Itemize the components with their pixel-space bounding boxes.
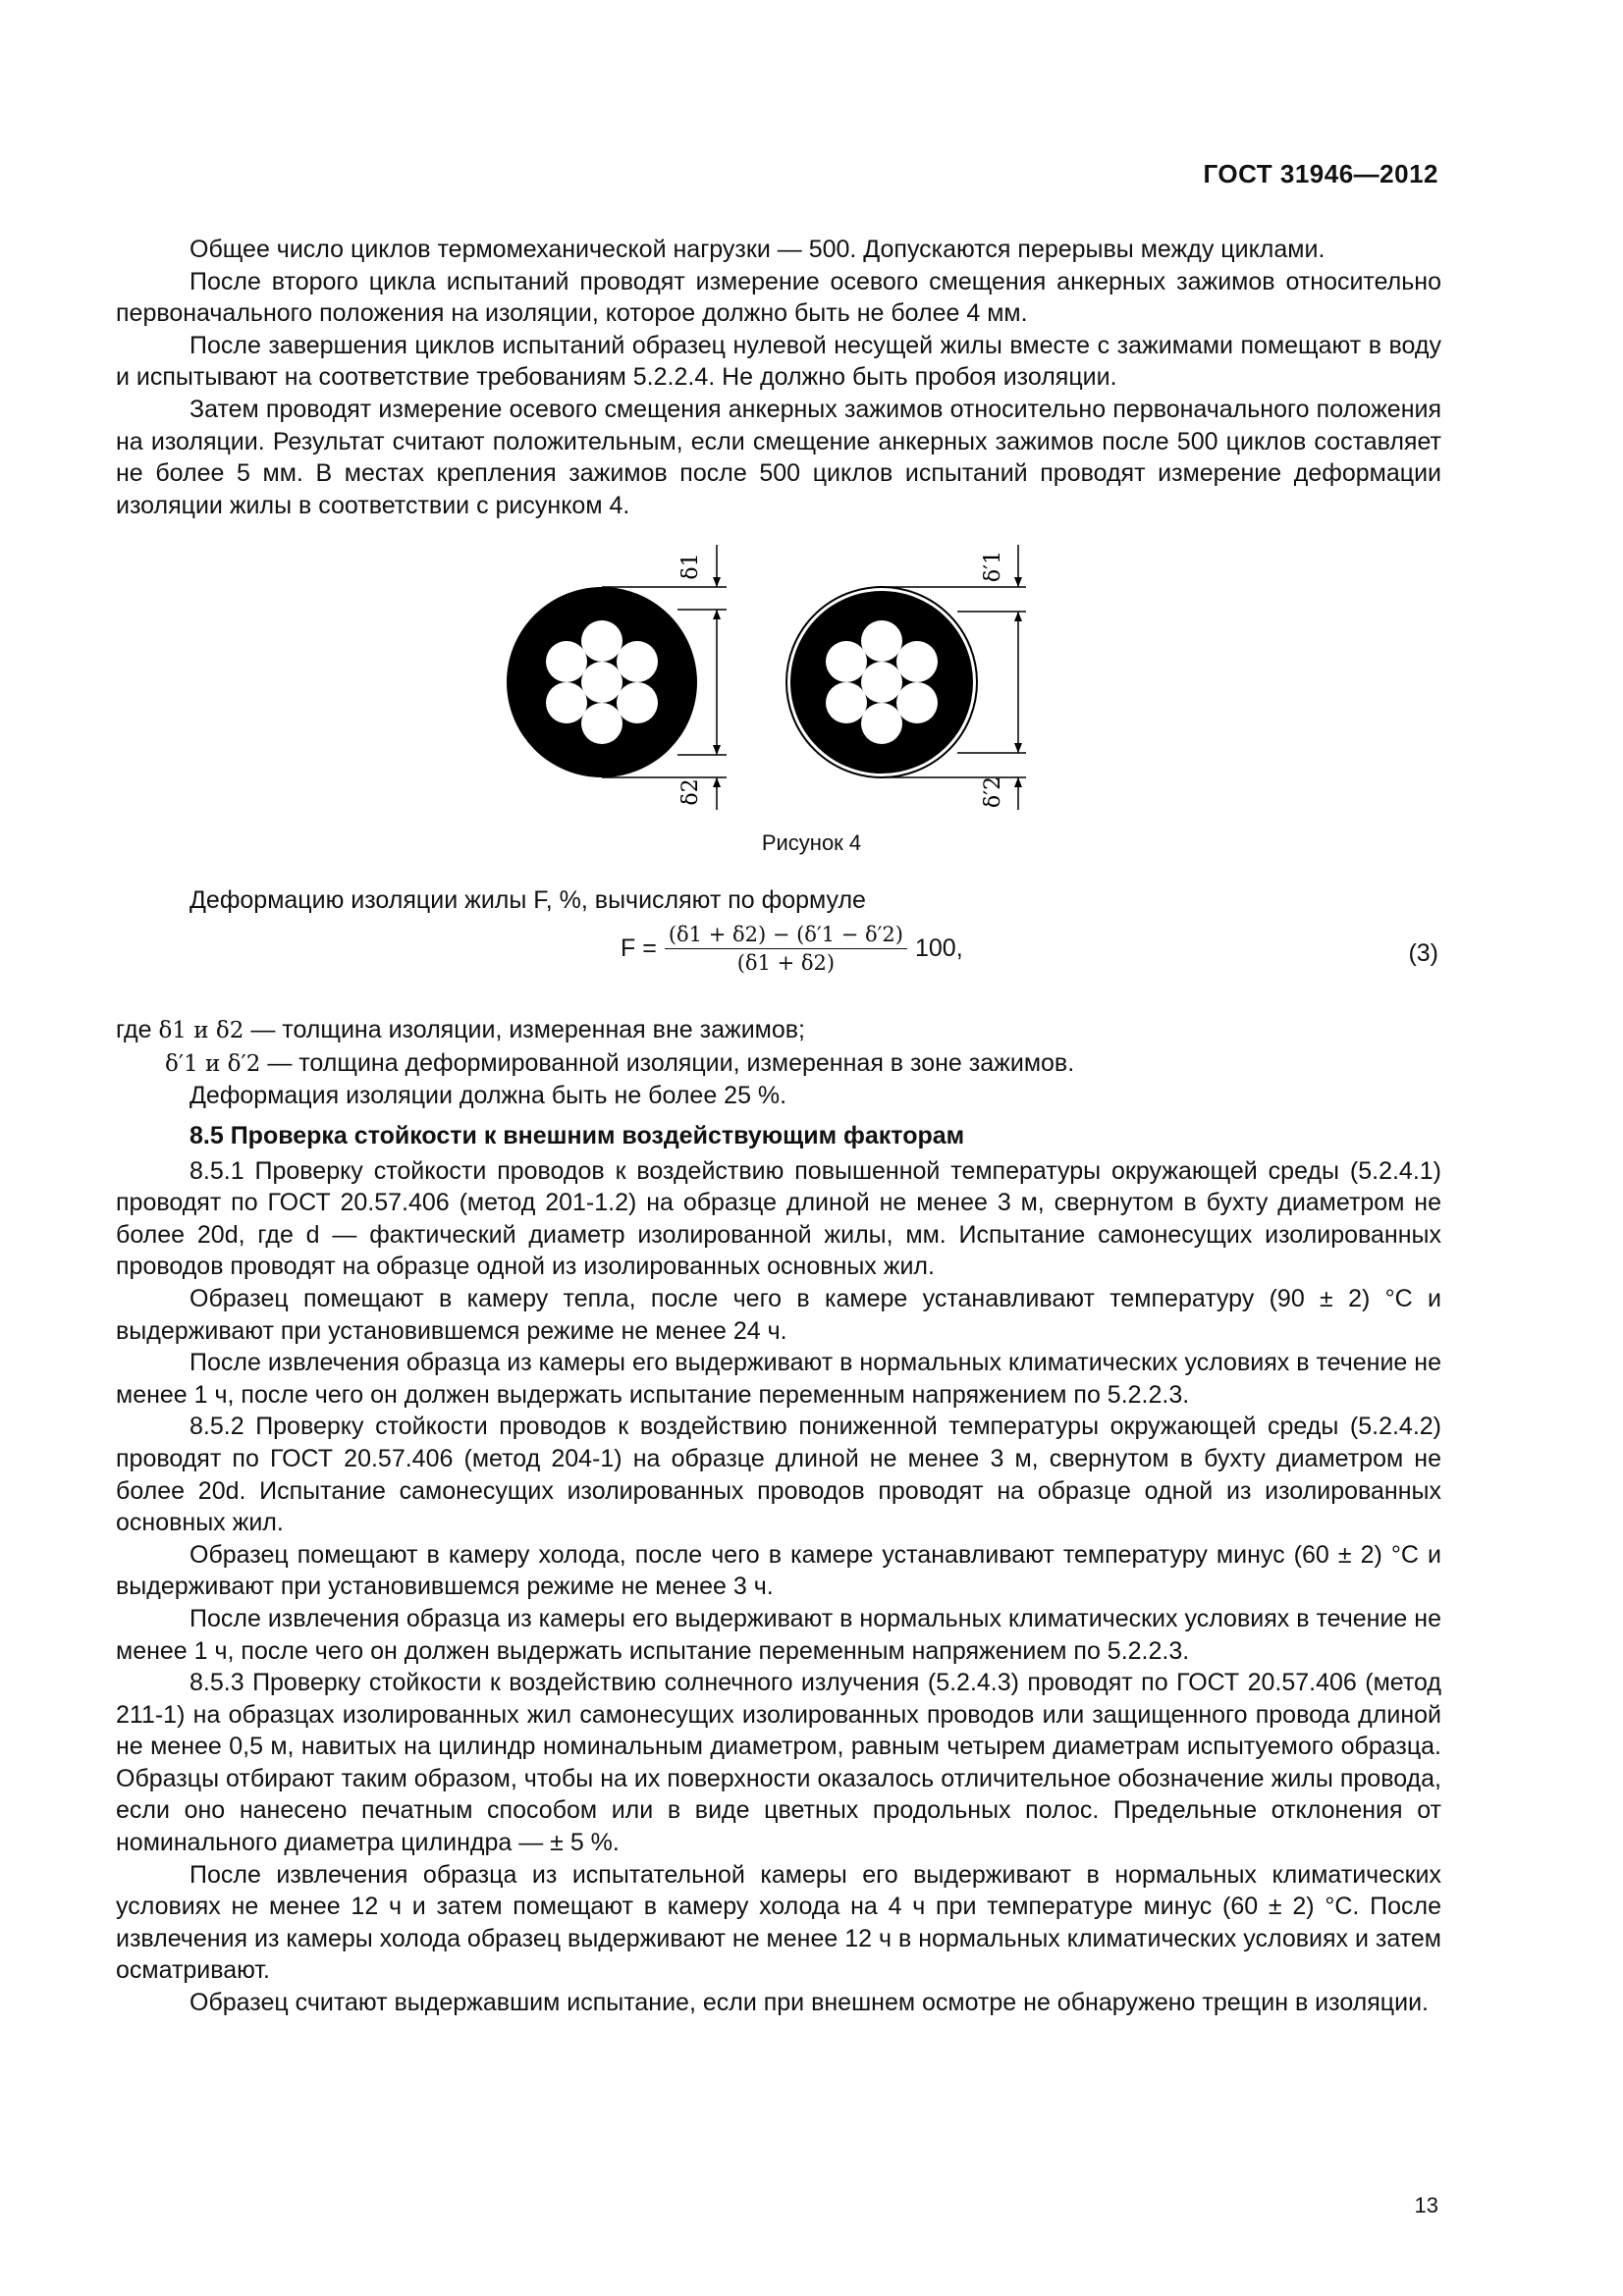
legend-line-1 — [116, 1014, 1441, 1047]
intro-paragraph: После завершения циклов испытаний образец нулевой несущей жилы вместе с зажимами помещают в воду и испытывают на соответствие требованиям 5.2.2.4. Не должно быть пробоя изоляции. — [116, 331, 1441, 392]
delta-1-label: δ1 — [678, 553, 703, 580]
formula-denominator: (δ1 + δ2) — [736, 951, 836, 975]
section-paragraph: 8.5.2 Проверку стойкости проводов к воздействию пониженной температуры окружающей среды (5.2.4.2) проводят по ГОСТ 20.57.406 (метод 204-1) на образце длиной не менее 3 м, свернутом в бухту диаметром не более 20d. Испытание самонесущих изолированных проводов проводят на образце одной из изолированных основных жил. — [116, 1413, 1441, 1537]
formula-fraction — [665, 923, 907, 975]
legend-text-1: — толщина изоляции, измеренная вне зажимов; — [250, 1016, 805, 1043]
formula-3 — [621, 923, 963, 975]
legend-prefix: где — [116, 1016, 152, 1043]
delta-2-label: δ2 — [678, 778, 703, 806]
section-paragraph: 8.5.3 Проверку стойкости к воздействию солнечного излучения (5.2.4.3) проводят по ГОСТ 20.57.406 (метод 211-1) на образцах изолированных жил самонесущих изолированных проводов или защищенного провода длиной не менее 0,5 м, навитых на цилиндр номинальным диаметром, равным четырем диаметрам испытуемого образца. Образцы отбирают таким образом, чтобы на их поверхности оказалось отличительное обозначение жилы провода, если оно нанесено печатным способом или в виде цветных продольных полос. Предельные отклонения от номинального диаметра цилиндра — ± 5 %. — [116, 1669, 1441, 1857]
equation-number: (3) — [1408, 939, 1438, 967]
legend-symbols-1: δ1 и δ2 — [158, 1018, 244, 1043]
section-paragraph: Образец помещают в камеру тепла, после чего в камере устанавливают температуру (90 ± 2) °С и выдерживают при установившемся режиме не менее 24 ч. — [116, 1284, 1441, 1345]
legend-text-2: — толщина деформированной изоляции, измеренная в зоне зажимов. — [267, 1048, 1075, 1077]
delta-2-prime-label: δ′2 — [981, 775, 1005, 809]
formula-numerator: (δ1 + δ2) − (δ′1 − δ′2) — [665, 923, 907, 949]
right-cable-section — [786, 545, 1026, 810]
section-8-5 — [116, 1116, 1441, 2019]
section-paragraph: После извлечения образца из камеры его выдерживают в нормальных климатических условиях в течение не менее 1 ч, после чего он должен выдержать испытание переменным напряжением по 5.2.2.3. — [116, 1604, 1441, 1665]
document-header: ГОСТ 31946—2012 — [1203, 159, 1438, 188]
formula-lhs: F = — [621, 934, 657, 962]
intro-paragraph: Общее число циклов термомеханической нагрузки — 500. Допускаются перерывы между циклами. — [189, 236, 1325, 263]
section-heading: 8.5 Проверка стойкости к внешним воздействующим факторам — [189, 1122, 965, 1149]
legend-symbols-2: δ′1 и δ′2 — [165, 1050, 261, 1077]
left-cable-section — [507, 545, 727, 810]
formula-legend — [116, 1014, 1441, 1112]
legend-line-3: Деформация изоляции должна быть не более 25 %. — [189, 1082, 787, 1110]
formula-factor: 100, — [915, 934, 963, 962]
section-paragraph: После извлечения образца из испытательной камеры его выдерживают в нормальных климатических условиях не менее 12 ч и затем помещают в камеру холода на 4 ч при температуре минус (60 ± 2) °С. После извлечения из камеры холода образец выдерживают не менее 12 ч в нормальных климатических условиях и затем осматривают. — [116, 1860, 1441, 1985]
section-paragraph: Образец считают выдержавшим испытание, если при внешнем осмотре не обнаружено трещин в изоляции. — [189, 1989, 1429, 2017]
section-paragraph: 8.5.1 Проверку стойкости проводов к воздействию повышенной температуры окружающей среды (5.2.4.1) проводят по ГОСТ 20.57.406 (метод 201-1.2) на образце длиной не менее 3 м, свернутом в бухту диаметром не более 20d, где d — фактический диаметр изолированной жилы, мм. Испытание самонесущих изолированных проводов проводят на образце одной из изолированных основных жил. — [116, 1156, 1441, 1281]
delta-1-prime-label: δ′1 — [981, 550, 1005, 583]
formula-intro: Деформацию изоляции жилы F, %, вычисляют по формуле — [189, 886, 866, 914]
intro-text — [116, 234, 1441, 521]
figure-caption: Рисунок 4 — [761, 830, 862, 855]
intro-paragraph: После второго цикла испытаний проводят измерение осевого смещения анкерных зажимов относительно первоначального положения на изоляции, которое должно быть не более 4 мм. — [116, 267, 1441, 328]
intro-paragraph: Затем проводят измерение осевого смещения анкерных зажимов относительно первоначального положения на изоляции. Результат считают положительным, если смещение анкерных зажимов после 500 циклов составляет не более 5 мм. В местах крепления зажимов после 500 циклов испытаний проводят измерение деформации изоляции жилы в соответствии с рисунком 4. — [116, 395, 1441, 519]
section-paragraph: После извлечения образца из камеры его выдерживают в нормальных климатических условиях в течение не менее 1 ч, после чего он должен выдержать испытание переменным напряжением по 5.2.2.3. — [116, 1349, 1441, 1409]
section-paragraph: Образец помещают в камеру холода, после чего в камере устанавливают температуру минус (60 ± 2) °С и выдерживают при установившемся режиме не менее 3 ч. — [116, 1540, 1441, 1601]
page-number: 13 — [1414, 2193, 1438, 2217]
figure-4-cable-cross-sections — [491, 535, 1041, 810]
legend-line-2 — [116, 1047, 1441, 1081]
